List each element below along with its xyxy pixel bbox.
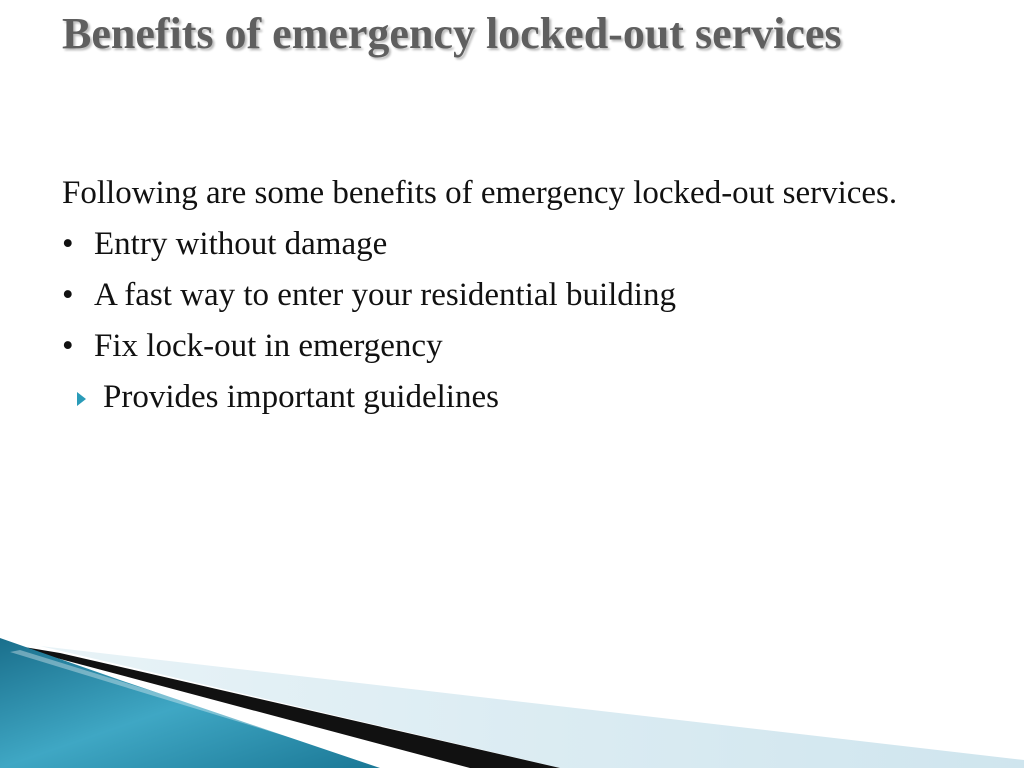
sub-bullet-text: Provides important guidelines (103, 379, 499, 415)
triangle-right-icon (75, 391, 103, 407)
bullet-dot: • (62, 226, 74, 262)
bullet-list (62, 219, 962, 423)
intro-text: Following are some benefits of emergency locked-out services. (62, 175, 898, 211)
slide-title: Benefits of emergency locked-out services (62, 9, 842, 58)
slide-body (62, 171, 962, 423)
bullet-text: Fix lock-out in emergency (94, 328, 443, 364)
bullet-item (62, 321, 962, 372)
sub-bullet-item (75, 372, 962, 423)
bullet-item (62, 219, 962, 270)
bullet-item (62, 270, 962, 321)
bullet-text: A fast way to enter your residential building (94, 277, 676, 313)
bullet-text: Entry without damage (94, 226, 388, 262)
bullet-dot: • (62, 328, 74, 364)
bullet-dot: • (62, 277, 74, 313)
decorative-wave (0, 638, 1024, 768)
